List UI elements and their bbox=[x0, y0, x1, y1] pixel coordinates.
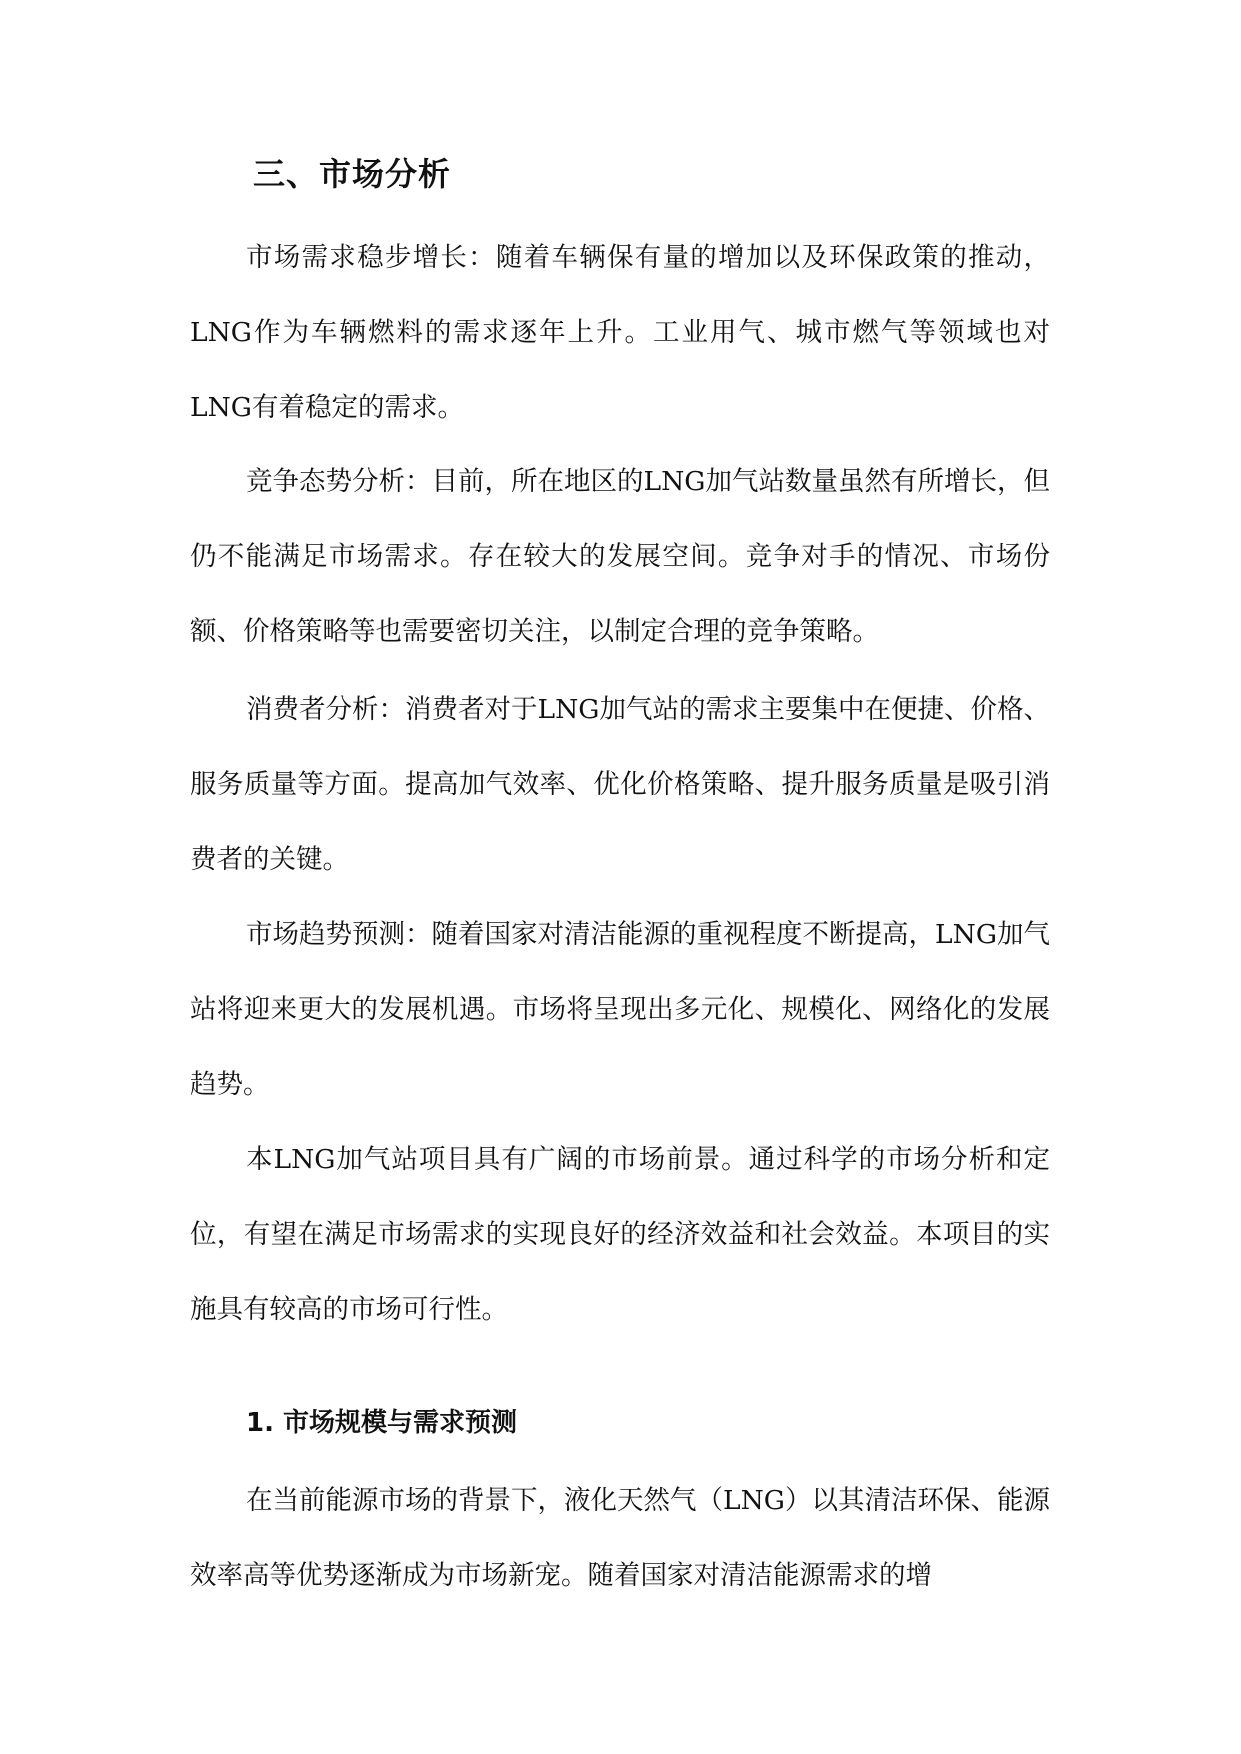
subsection-heading: 1. 市场规模与需求预测 bbox=[246, 1408, 518, 1438]
paragraph-consumer-analysis: 消费者分析：消费者对于LNG加气站的需求主要集中在便捷、价格、服务质量等方面。提高加气效率、优化价格策略、提升服务质量是吸引消费者的关键。 bbox=[190, 694, 1050, 875]
paragraph-market-demand: 市场需求稳步增长：随着车辆保有量的增加以及环保政策的推动，LNG作为车辆燃料的需求逐年上升。工业用气、城市燃气等领域也对LNG有着稳定的需求。 bbox=[190, 242, 1050, 423]
paragraph-market-trend: 市场趋势预测：随着国家对清洁能源的重视程度不断提高，LNG加气站将迎来更大的发展机遇。市场将呈现出多元化、规模化、网络化的发展趋势。 bbox=[190, 919, 1050, 1100]
section-heading: 三、市场分析 bbox=[253, 155, 452, 193]
paragraph-market-size: 在当前能源市场的背景下，液化天然气（LNG）以其清洁环保、能源效率高等优势逐渐成为市场新宠。随着国家对清洁能源需求的增 bbox=[190, 1485, 1050, 1591]
paragraph-competition-analysis: 竞争态势分析：目前，所在地区的LNG加气站数量虽然有所增长，但仍不能满足市场需求。存在较大的发展空间。竞争对手的情况、市场份额、价格策略等也需要密切关注，以制定合理的竞争策略。 bbox=[190, 466, 1050, 647]
paragraph-conclusion: 本LNG加气站项目具有广阔的市场前景。通过科学的市场分析和定位，有望在满足市场需求的实现良好的经济效益和社会效益。本项目的实施具有较高的市场可行性。 bbox=[190, 1144, 1050, 1325]
